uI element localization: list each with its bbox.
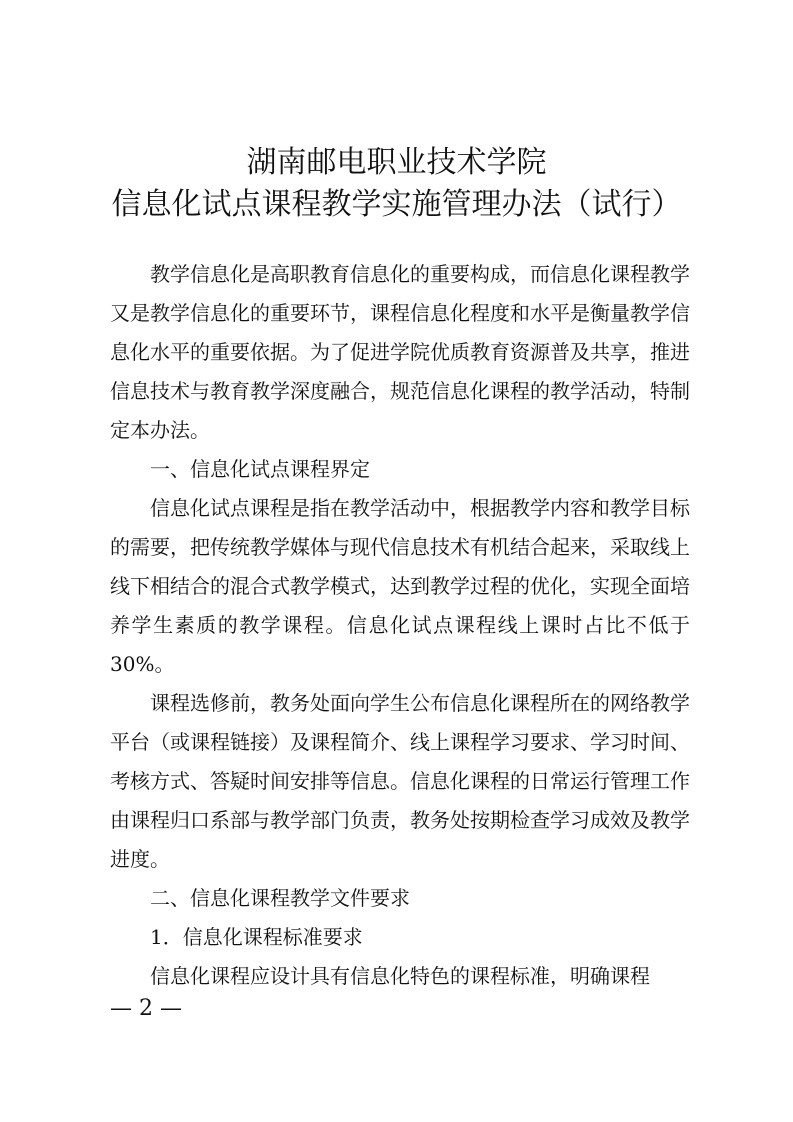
title-line-2: 信息化试点课程教学实施管理办法（试行）: [111, 187, 682, 222]
subsection-heading-1: 1．信息化课程标准要求: [150, 925, 363, 949]
paragraph-definition: 信息化试点课程是指在教学活动中，根据教学内容和教学目标的需要，把传统教学媒体与现代信息技术有机结合起来，采取线上线下相结合的混合式教学模式，达到教学过程的优化，实现全面培养学生素质的教学课程。信息化试点课程线上课时占比不低于 30%。: [110, 496, 690, 676]
paragraph-publication: 课程选修前，教务处面向学生公布信息化课程所在的网络教学平台（或课程链接）及课程简介、线上课程学习要求、学习时间、考核方式、答疑时间安排等信息。信息化课程的日常运行管理工作由课程归口系部与教学部门负责，教务处按期检查学习成效及教学进度。: [110, 691, 690, 871]
document-title: [0, 142, 793, 226]
page-number: — 2 —: [110, 996, 182, 1021]
section-heading-1: 一、信息化试点课程界定: [150, 457, 370, 481]
section-heading-2: 二、信息化课程教学文件要求: [150, 886, 410, 910]
paragraph-intro: 教学信息化是高职教育信息化的重要构成，而信息化课程教学又是教学信息化的重要环节，课程信息化程度和水平是衡量教学信息化水平的重要依据。为了促进学院优质教育资源普及共享，推进信息技术与教育教学深度融合，规范信息化课程的教学活动，特制定本办法。: [110, 262, 690, 442]
document-body: [110, 255, 690, 996]
paragraph-standard: 信息化课程应设计具有信息化特色的课程标准，明确课程: [150, 964, 650, 988]
title-line-1: 湖南邮电职业技术学院: [246, 145, 547, 180]
